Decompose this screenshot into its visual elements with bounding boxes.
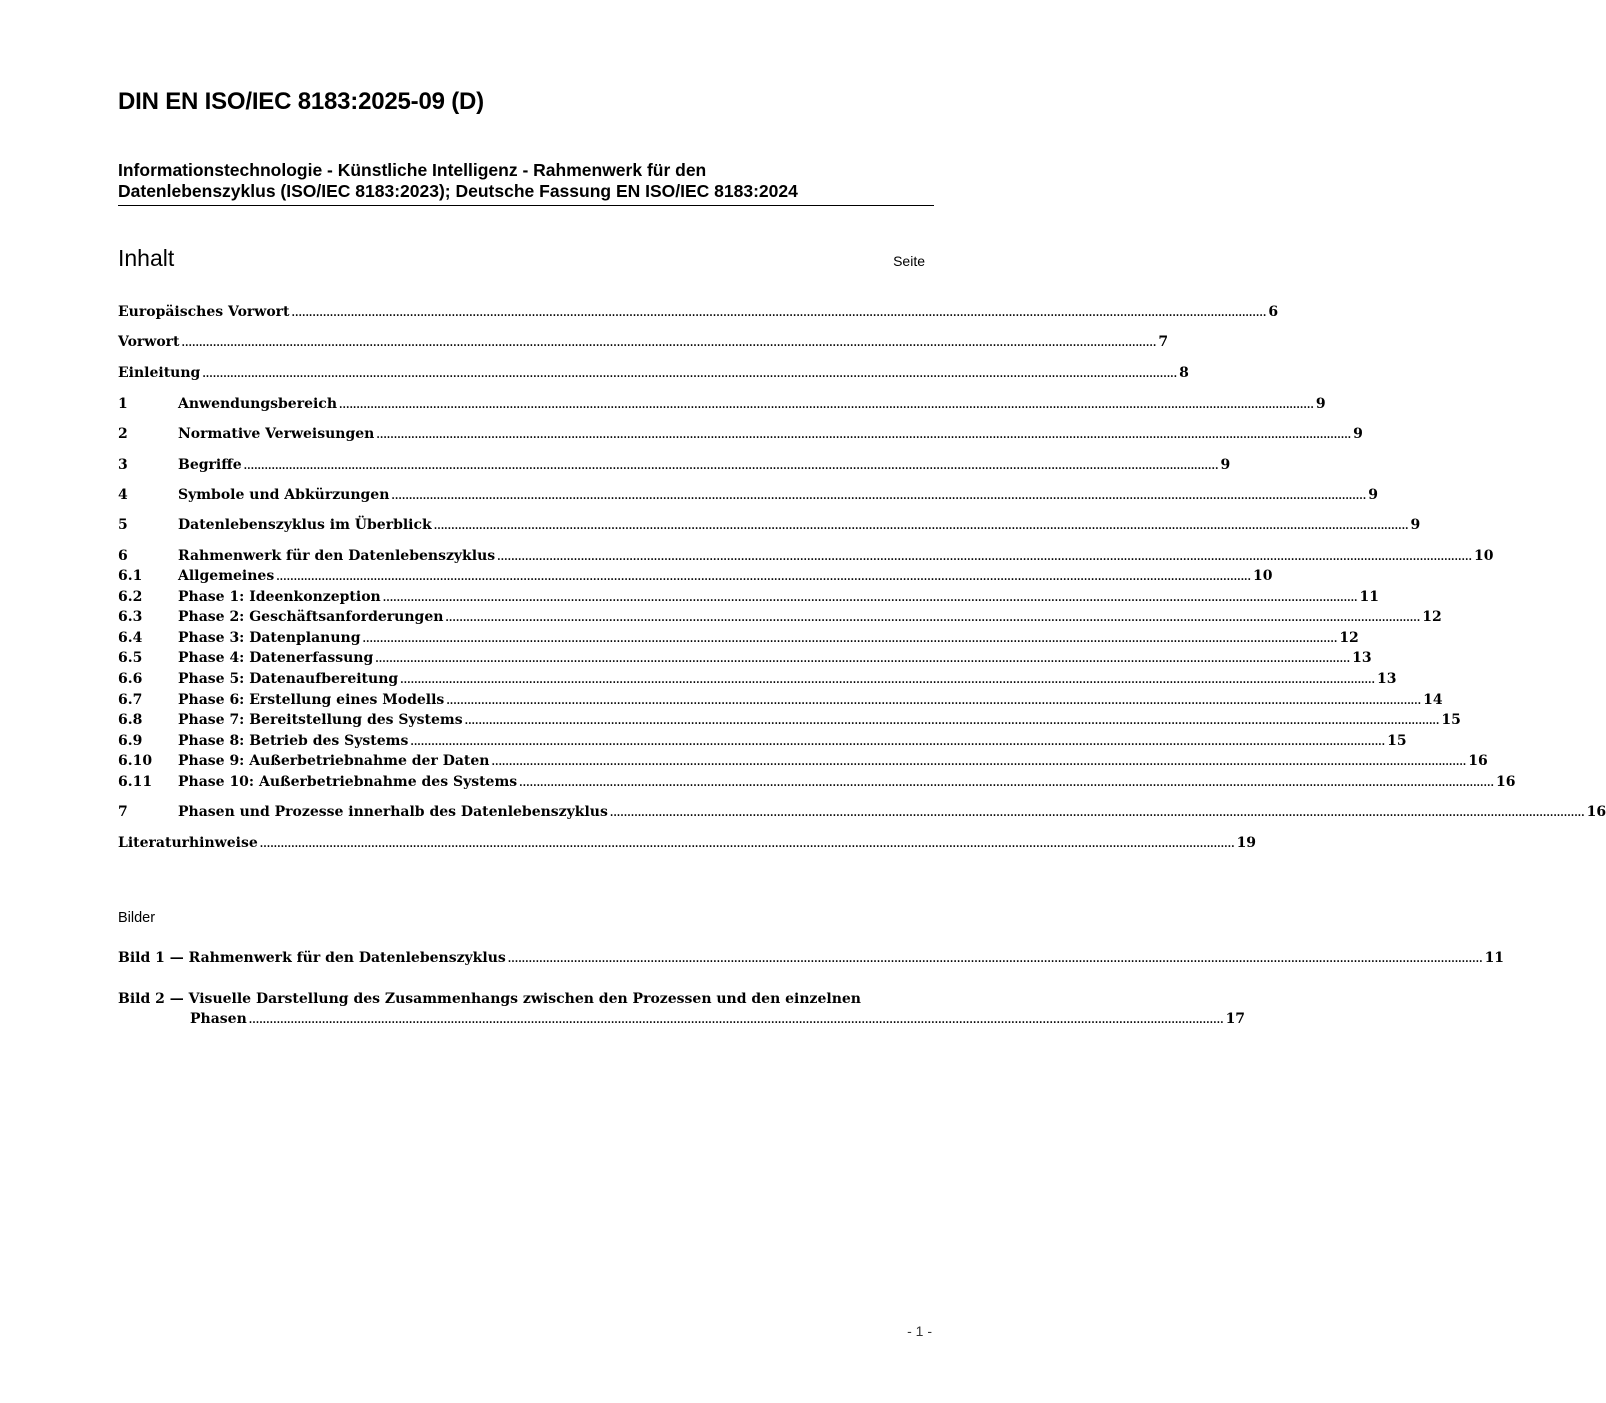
toc-entry[interactable] <box>118 833 1257 853</box>
toc-entry-number: 6.7 <box>118 692 143 708</box>
figure-entry-1[interactable] <box>118 948 1505 970</box>
toc-entry-number: 4 <box>118 487 128 503</box>
leader-dots <box>376 424 1351 446</box>
toc-entry-number: 6.10 <box>118 753 153 769</box>
leader-dots <box>434 515 1409 537</box>
toc-entry-page: 14 <box>1423 692 1443 708</box>
figure-entry-page: 17 <box>1225 1011 1246 1027</box>
subtitle-line-1: Informationstechnologie - Künstliche Intelligenz - Rahmenwerk für den <box>118 160 707 180</box>
leader-dots <box>202 363 1177 385</box>
toc-entry-number: 6.4 <box>118 630 143 646</box>
toc-entry[interactable] <box>118 710 1461 730</box>
toc-entry-title: Phase 9: Außerbetriebnahme der Daten <box>178 753 490 769</box>
toc-entry-number: 3 <box>118 457 128 473</box>
toc-entry[interactable] <box>118 628 1359 648</box>
toc-entry-page: 16 <box>1495 774 1516 790</box>
toc-entry-page: 6 <box>1268 304 1279 320</box>
toc-entry-page: 9 <box>1353 426 1363 442</box>
toc-entry-page: 9 <box>1220 457 1231 473</box>
leader-dots <box>260 833 1235 855</box>
toc-entry[interactable] <box>118 772 1516 792</box>
toc-entry-number: 6.8 <box>118 712 143 728</box>
figure-entry-title-cont: Phasen <box>190 1011 247 1027</box>
leader-dots <box>375 648 1350 670</box>
toc-entry-title: Phase 10: Außerbetriebnahme des Systems <box>178 774 518 790</box>
toc-entry-number: 6.5 <box>118 650 143 666</box>
toc-entry-title: Anwendungsbereich <box>178 396 337 412</box>
toc-entry-title: Phasen und Prozesse innerhalb des Datenlebenszyklus <box>178 804 608 820</box>
leader-dots <box>182 332 1157 354</box>
toc-entry-title: Symbole und Abkürzungen <box>178 487 390 503</box>
leader-dots <box>339 394 1314 416</box>
toc-entry-page: 10 <box>1253 568 1273 584</box>
toc-entry-page: 16 <box>1586 804 1606 820</box>
toc-entry-title: Phase 2: Geschäftsanforderungen <box>178 609 444 625</box>
toc-entry[interactable] <box>118 363 1189 383</box>
toc-entry-number: 6.11 <box>118 774 153 790</box>
toc-entry-title: Phase 8: Betrieb des Systems <box>178 733 409 749</box>
toc-entry[interactable] <box>118 515 1421 535</box>
toc-entry-number: 7 <box>118 804 128 820</box>
toc-entry[interactable] <box>118 669 1397 689</box>
toc-entry-page: 13 <box>1376 671 1397 687</box>
figure-entry-title: Bild 2 — Visuelle Darstellung des Zusammenhangs zwischen den Prozessen und den einzelnen <box>118 991 861 1007</box>
toc-entry-page: 8 <box>1179 365 1189 381</box>
toc-entry-page: 9 <box>1368 487 1378 503</box>
toc-entry-page: 12 <box>1422 609 1442 625</box>
leader-dots <box>383 587 1358 609</box>
toc-entry-number: 5 <box>118 517 128 533</box>
toc-entry-number: 6.3 <box>118 609 143 625</box>
toc-entry-page: 12 <box>1339 630 1359 646</box>
leader-dots <box>249 1009 1224 1031</box>
toc-entry-title: Datenlebenszyklus im Überblick <box>178 517 432 533</box>
leader-dots <box>400 669 1375 691</box>
figure-entry-page: 11 <box>1484 950 1505 966</box>
toc-entry[interactable] <box>118 332 1169 352</box>
leader-dots <box>391 485 1366 507</box>
toc-entry[interactable] <box>118 485 1378 505</box>
toc-entry-number: 2 <box>118 426 128 442</box>
toc-entry-title: Literaturhinweise <box>118 835 258 851</box>
title-rule <box>118 205 934 206</box>
toc-entry[interactable] <box>118 751 1488 771</box>
toc-heading: Inhalt <box>118 245 175 271</box>
toc-entry[interactable] <box>118 731 1407 751</box>
page-number: - 1 - <box>907 1323 932 1339</box>
toc-entry-page: 11 <box>1359 589 1380 605</box>
figures-heading: Bilder <box>118 910 156 926</box>
document-id: DIN EN ISO/IEC 8183:2025-09 (D) <box>118 88 484 115</box>
toc-entry[interactable] <box>118 394 1326 414</box>
leader-dots <box>276 566 1251 588</box>
toc-entry-number: 1 <box>118 396 128 412</box>
leader-dots <box>446 690 1421 712</box>
toc-entry-title: Europäisches Vorwort <box>118 304 290 320</box>
toc-entry-number: 6.9 <box>118 733 143 749</box>
figure-entry-title: Bild 1 — Rahmenwerk für den Datenlebenszyklus <box>118 950 506 966</box>
subtitle-line-2: Datenlebenszyklus (ISO/IEC 8183:2023); Deutsche Fassung EN ISO/IEC 8183:2024 <box>118 181 798 201</box>
toc-entry-page: 19 <box>1236 835 1257 851</box>
toc-entry[interactable] <box>118 690 1443 710</box>
toc-entry-page: 13 <box>1352 650 1372 666</box>
toc-entry-title: Normative Verweisungen <box>178 426 375 442</box>
toc-entry[interactable] <box>118 546 1494 566</box>
toc-entry-title: Phase 3: Datenplanung <box>178 630 361 646</box>
toc-entry[interactable] <box>118 587 1380 607</box>
toc-entry-title: Phase 5: Datenaufbereitung <box>178 671 399 687</box>
toc-entry[interactable] <box>118 302 1279 322</box>
toc-entry[interactable] <box>118 802 1606 822</box>
toc-entry-number: 6.2 <box>118 589 143 605</box>
toc-entry-title: Begriffe <box>178 457 242 473</box>
toc-entry-page: 7 <box>1158 334 1169 350</box>
toc-entry-page: 9 <box>1315 396 1326 412</box>
leader-dots <box>491 751 1466 773</box>
leader-dots <box>519 772 1494 794</box>
toc-entry-number: 6.6 <box>118 671 143 687</box>
leader-dots <box>244 455 1219 477</box>
toc-entry-number: 6 <box>118 548 128 564</box>
toc-entry-title: Vorwort <box>118 334 180 350</box>
toc-entry[interactable] <box>118 607 1442 627</box>
toc-entry[interactable] <box>118 424 1363 444</box>
toc-entry[interactable] <box>118 648 1372 668</box>
toc-entry-page: 15 <box>1387 733 1407 749</box>
toc-entry-number: 6.1 <box>118 568 143 584</box>
leader-dots <box>508 948 1483 970</box>
leader-dots <box>292 302 1267 324</box>
toc-entry-title: Phase 7: Bereitstellung des Systems <box>178 712 463 728</box>
leader-dots <box>410 731 1385 753</box>
toc-entry-page: 9 <box>1410 517 1421 533</box>
toc-page-label: Seite <box>893 253 925 269</box>
toc-entry-title: Phase 1: Ideenkonzeption <box>178 589 381 605</box>
toc-entry-page: 15 <box>1441 712 1461 728</box>
leader-dots <box>445 607 1420 629</box>
leader-dots <box>465 710 1440 732</box>
toc-entry-page: 16 <box>1468 753 1488 769</box>
toc-entry[interactable] <box>118 566 1273 586</box>
toc-entry-title: Phase 6: Erstellung eines Modells <box>178 692 445 708</box>
figure-entry-2[interactable] <box>118 989 1246 1031</box>
toc-entry-title: Einleitung <box>118 365 201 381</box>
leader-dots <box>363 628 1338 650</box>
leader-dots <box>497 546 1472 568</box>
toc-entry-page: 10 <box>1473 548 1494 564</box>
toc-entry-title: Phase 4: Datenerfassung <box>178 650 374 666</box>
toc-entry-title: Rahmenwerk für den Datenlebenszyklus <box>178 548 496 564</box>
toc-entry-title: Allgemeines <box>178 568 275 584</box>
document-subtitle <box>118 160 933 202</box>
leader-dots <box>610 802 1585 824</box>
toc-entry[interactable] <box>118 455 1231 475</box>
